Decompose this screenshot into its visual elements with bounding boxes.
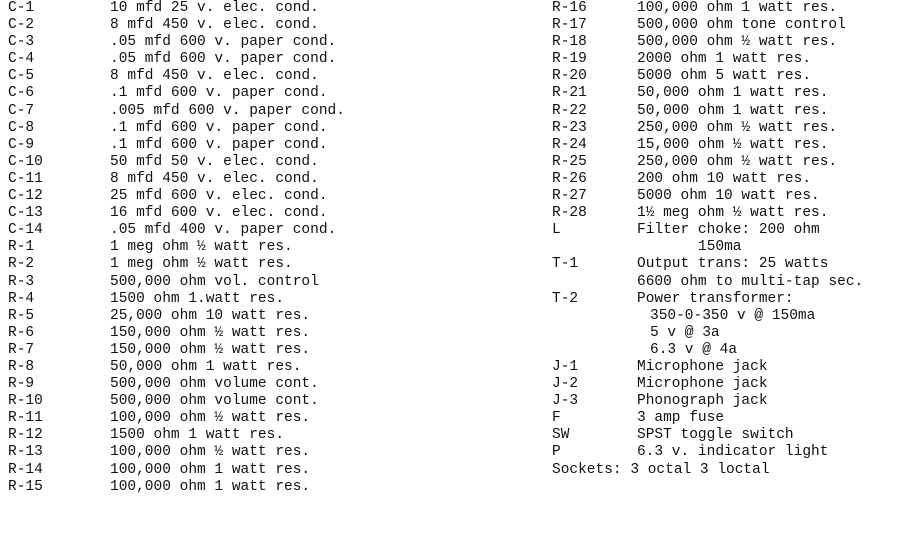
part-ref: P — [552, 444, 561, 461]
part-desc: 500,000 ohm vol. control — [110, 273, 319, 290]
part-ref: C-2 — [8, 17, 35, 34]
part-desc: 100,000 ohm ½ watt res. — [110, 410, 311, 427]
part-desc: Power transformer: — [637, 290, 794, 307]
part-desc: 8 mfd 450 v. elec. cond. — [110, 68, 319, 85]
part-desc: 100,000 ohm 1 watt res. — [637, 0, 838, 16]
part-desc: 100,000 ohm ½ watt res. — [110, 444, 311, 461]
part-desc: 50,000 ohm 1 watt res. — [110, 358, 302, 375]
part-desc: 5000 ohm 10 watt res. — [637, 188, 820, 205]
part-ref: R-3 — [8, 273, 35, 290]
part-desc: .1 mfd 600 v. paper cond. — [110, 119, 328, 136]
part-ref: C-3 — [8, 34, 35, 51]
part-ref: C-13 — [8, 205, 43, 222]
part-ref: F — [552, 410, 561, 427]
part-desc: 1 meg ohm ½ watt res. — [110, 256, 293, 273]
part-desc: 2000 ohm 1 watt res. — [637, 51, 812, 68]
part-desc: 500,000 ohm volume cont. — [110, 393, 319, 410]
part-ref: R-25 — [552, 153, 587, 170]
part-ref: C-6 — [8, 85, 35, 102]
part-ref: C-14 — [8, 222, 43, 239]
part-desc: 1500 ohm 1 watt res. — [110, 427, 285, 444]
part-ref: R-28 — [552, 205, 587, 222]
part-ref: R-13 — [8, 444, 43, 461]
part-desc: 5000 ohm 5 watt res. — [637, 68, 812, 85]
part-ref: T-1 — [552, 256, 579, 273]
part-ref: R-22 — [552, 102, 587, 119]
part-desc: 500,000 ohm tone control — [637, 17, 846, 34]
part-ref: C-11 — [8, 170, 43, 187]
part-desc: 1½ meg ohm ½ watt res. — [637, 205, 829, 222]
part-ref: R-8 — [8, 358, 35, 375]
part-ref: C-9 — [8, 136, 35, 153]
part-ref: R-10 — [8, 393, 43, 410]
part-ref: R-2 — [8, 256, 35, 273]
part-desc: Phonograph jack — [637, 393, 768, 410]
part-desc: 25,000 ohm 10 watt res. — [110, 307, 311, 324]
part-desc: .05 mfd 600 v. paper cond. — [110, 34, 337, 51]
part-ref: R-20 — [552, 68, 587, 85]
part-desc: Filter choke: 200 ohm — [637, 222, 820, 239]
part-desc: Microphone jack — [637, 376, 768, 393]
part-desc: .005 mfd 600 v. paper cond. — [110, 102, 345, 119]
part-ref: R-4 — [8, 290, 35, 307]
part-desc: 500,000 ohm volume cont. — [110, 376, 319, 393]
part-ref: R-12 — [8, 427, 43, 444]
part-ref: R-5 — [8, 307, 35, 324]
part-desc: 1500 ohm 1.watt res. — [110, 290, 285, 307]
part-desc: .05 mfd 600 v. paper cond. — [110, 51, 337, 68]
part-ref: R-23 — [552, 119, 587, 136]
part-ref: R-15 — [8, 478, 43, 495]
part-desc: Sockets: 3 octal 3 loctal — [552, 461, 770, 478]
part-ref: R-6 — [8, 324, 35, 341]
part-ref: R-26 — [552, 170, 587, 187]
part-ref: C-5 — [8, 68, 35, 85]
part-desc: 15,000 ohm ½ watt res. — [637, 136, 829, 153]
part-ref: C-10 — [8, 153, 43, 170]
part-desc: 3 amp fuse — [637, 410, 725, 427]
part-desc: 8 mfd 450 v. elec. cond. — [110, 17, 319, 34]
part-desc: 16 mfd 600 v. elec. cond. — [110, 205, 328, 222]
part-desc: Output trans: 25 watts — [637, 256, 829, 273]
part-ref: C-8 — [8, 119, 35, 136]
part-ref: J-3 — [552, 393, 579, 410]
part-desc: .05 mfd 400 v. paper cond. — [110, 222, 337, 239]
part-ref: R-27 — [552, 188, 587, 205]
part-desc: 8 mfd 450 v. elec. cond. — [110, 170, 319, 187]
part-desc: 250,000 ohm ½ watt res. — [637, 119, 838, 136]
part-ref: J-1 — [552, 358, 579, 375]
part-desc: 150,000 ohm ½ watt res. — [110, 324, 311, 341]
part-ref: R-7 — [8, 341, 35, 358]
part-ref: C-7 — [8, 102, 35, 119]
part-desc: 1 meg ohm ½ watt res. — [110, 239, 293, 256]
part-desc: 50 mfd 50 v. elec. cond. — [110, 153, 319, 170]
part-desc: SPST toggle switch — [637, 427, 794, 444]
part-ref: L — [552, 222, 561, 239]
part-desc: .1 mfd 600 v. paper cond. — [110, 85, 328, 102]
part-desc: 50,000 ohm 1 watt res. — [637, 102, 829, 119]
part-desc: 6.3 v. indicator light — [637, 444, 829, 461]
part-desc: 10 mfd 25 v. elec. cond. — [110, 0, 319, 16]
part-desc: 200 ohm 10 watt res. — [637, 170, 812, 187]
part-ref: SW — [552, 427, 570, 444]
part-desc: 100,000 ohm 1 watt res. — [110, 478, 311, 495]
part-desc: 250,000 ohm ½ watt res. — [637, 153, 838, 170]
part-ref: R-18 — [552, 34, 587, 51]
part-desc: 150ma — [698, 239, 742, 256]
part-ref: R-21 — [552, 85, 587, 102]
part-ref: R-1 — [8, 239, 35, 256]
part-ref: R-9 — [8, 376, 35, 393]
part-desc: 100,000 ohm 1 watt res. — [110, 461, 311, 478]
part-ref: R-24 — [552, 136, 587, 153]
part-ref: R-11 — [8, 410, 43, 427]
part-ref: R-19 — [552, 51, 587, 68]
part-ref: C-4 — [8, 51, 35, 68]
part-desc: 6.3 v @ 4a — [650, 341, 738, 358]
part-desc: 150,000 ohm ½ watt res. — [110, 341, 311, 358]
part-desc: 350-0-350 v @ 150ma — [650, 307, 816, 324]
part-desc: Microphone jack — [637, 358, 768, 375]
part-ref: C-12 — [8, 188, 43, 205]
part-desc: 5 v @ 3a — [650, 324, 720, 341]
part-desc: 500,000 ohm ½ watt res. — [637, 34, 838, 51]
part-desc: .1 mfd 600 v. paper cond. — [110, 136, 328, 153]
part-ref: T-2 — [552, 290, 579, 307]
part-ref: R-16 — [552, 0, 587, 16]
part-desc: 50,000 ohm 1 watt res. — [637, 85, 829, 102]
part-ref: J-2 — [552, 376, 579, 393]
part-ref: R-17 — [552, 17, 587, 34]
part-ref: C-1 — [8, 0, 35, 16]
part-desc: 6600 ohm to multi-tap sec. — [637, 273, 864, 290]
part-ref: R-14 — [8, 461, 43, 478]
part-desc: 25 mfd 600 v. elec. cond. — [110, 188, 328, 205]
